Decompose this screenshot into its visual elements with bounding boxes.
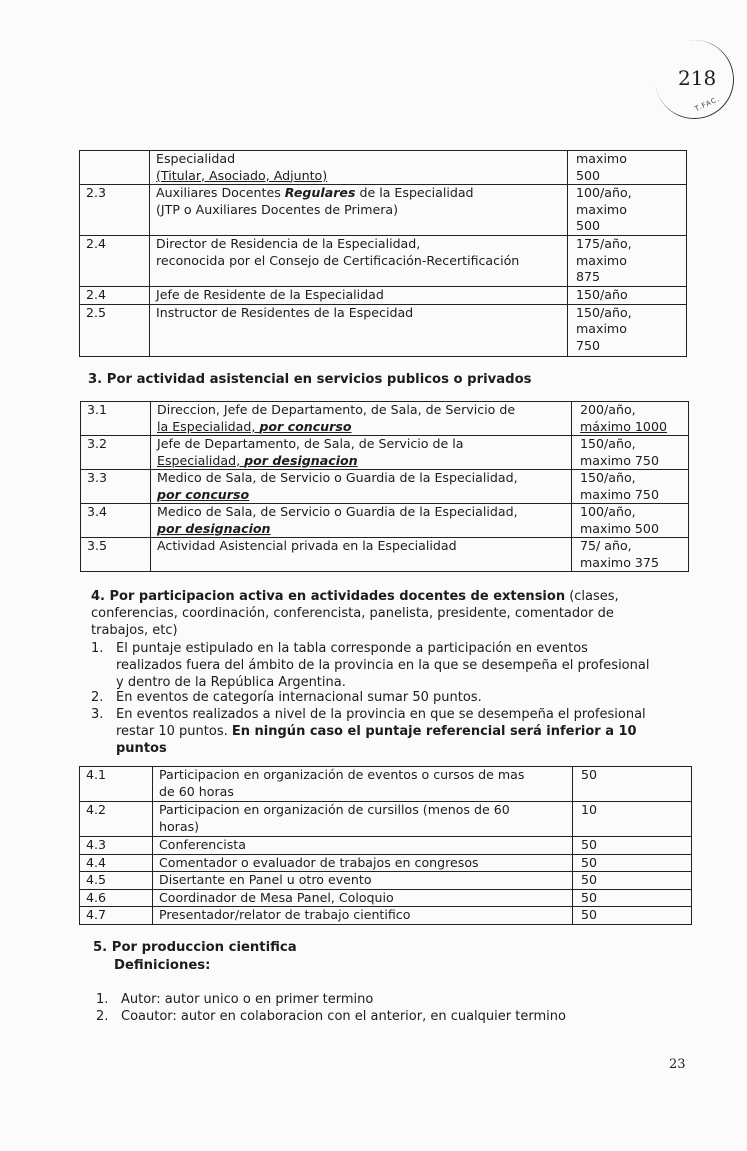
table-section-4: [79, 766, 692, 925]
table-row: [81, 504, 689, 538]
row-number: 2.5: [80, 304, 150, 356]
row-points: 10: [573, 802, 692, 837]
table-row: [80, 907, 692, 925]
row-points: 175/año, maximo 875: [568, 236, 687, 287]
table-row: [80, 236, 687, 287]
row-number: 4.4: [80, 854, 153, 872]
row-description: Medico de Sala, de Servicio o Guardia de la Especialidad, por concurso: [151, 470, 572, 504]
table-row: [80, 854, 692, 872]
row-description: Conferencista: [153, 837, 573, 855]
row-points: 150/año, maximo 750: [568, 304, 687, 356]
row-number: 3.5: [81, 538, 151, 572]
row-number: 3.3: [81, 470, 151, 504]
row-number: 2.4: [80, 236, 150, 287]
row-number: 3.1: [81, 402, 151, 436]
table-row: [80, 889, 692, 907]
row-number: 3.2: [81, 436, 151, 470]
table-row: [81, 470, 689, 504]
row-description: Instructor de Residentes de la Especidad: [150, 304, 568, 356]
list-item: 2. Coautor: autor en colaboracion con el anterior, en cualquier termino: [96, 1009, 566, 1024]
row-description: Direccion, Jefe de Departamento, de Sala, de Servicio de la Especialidad, por concurso: [151, 402, 572, 436]
table-row: [80, 837, 692, 855]
row-description: Coordinador de Mesa Panel, Coloquio: [153, 889, 573, 907]
table-row: [80, 185, 687, 236]
row-description: Auxiliares Docentes Regulares de la Especialidad (JTP o Auxiliares Docentes de Primera): [150, 185, 568, 236]
page-number: 23: [669, 1057, 686, 1072]
table-row: [80, 304, 687, 356]
table-row: [80, 151, 687, 185]
row-points: 50: [573, 837, 692, 855]
row-points: 150/año, maximo 750: [572, 436, 689, 470]
row-number: 3.4: [81, 504, 151, 538]
row-number: 4.3: [80, 837, 153, 855]
row-points: 50: [573, 854, 692, 872]
row-description: Especialidad (Titular, Asociado, Adjunto): [150, 151, 568, 185]
row-points: 100/año, maximo 500: [572, 504, 689, 538]
row-points: 150/año, maximo 750: [572, 470, 689, 504]
row-number: [80, 151, 150, 185]
row-description: Participacion en organización de eventos o cursos de mas de 60 horas: [153, 767, 573, 802]
table-section-2: [79, 150, 687, 357]
row-number: 4.1: [80, 767, 153, 802]
section-4-heading: 4. Por participacion activa en actividades docentes de extension (clases, conferencias, coordinación, conferencista, panelista, presidente, comentador de trabajos, etc): [91, 589, 619, 638]
row-number: 4.5: [80, 872, 153, 890]
row-description: Actividad Asistencial privada en la Especialidad: [151, 538, 572, 572]
list-item: 2. En eventos de categoría internacional sumar 50 puntos.: [91, 690, 482, 705]
row-description: Medico de Sala, de Servicio o Guardia de la Especialidad, por designacion: [151, 504, 572, 538]
table-row: [80, 767, 692, 802]
stamp-label: T.FAC.: [693, 94, 722, 114]
row-points: 75/ año, maximo 375: [572, 538, 689, 572]
row-description: Presentador/relator de trabajo cientifico: [153, 907, 573, 925]
table-row: [80, 872, 692, 890]
table-section-3: [80, 401, 689, 572]
stamp-number: 218: [678, 66, 717, 90]
row-description: Jefe de Departamento, de Sala, de Servicio de la Especialidad, por designacion: [151, 436, 572, 470]
table-row: [80, 287, 687, 305]
table-row: [81, 538, 689, 572]
row-description: Comentador o evaluador de trabajos en congresos: [153, 854, 573, 872]
row-points: 100/año, maximo 500: [568, 185, 687, 236]
row-number: 2.3: [80, 185, 150, 236]
table-row: [80, 802, 692, 837]
table-row: [81, 436, 689, 470]
row-description: Jefe de Residente de la Especialidad: [150, 287, 568, 305]
row-description: Participacion en organización de cursillos (menos de 60 horas): [153, 802, 573, 837]
list-item: 1. Autor: autor unico o en primer termino: [96, 992, 374, 1007]
row-points: 50: [573, 889, 692, 907]
table-row: [81, 402, 689, 436]
row-points: 200/año, máximo 1000: [572, 402, 689, 436]
row-description: Director de Residencia de la Especialidad, reconocida por el Consejo de Certificación-Recertificación: [150, 236, 568, 287]
row-description: Disertante en Panel u otro evento: [153, 872, 573, 890]
row-number: 4.6: [80, 889, 153, 907]
section-5-subheading: Definiciones:: [114, 958, 211, 973]
list-item: 3. En eventos realizados a nivel de la provincia en que se desempeña el profesional restar 10 puntos. En ningún caso el puntaje referencial será inferior a 10 puntos: [91, 707, 646, 756]
row-number: 4.2: [80, 802, 153, 837]
row-number: 4.7: [80, 907, 153, 925]
row-number: 2.4: [80, 287, 150, 305]
section-5-heading: 5. Por produccion cientifica: [93, 940, 297, 955]
row-points: maximo 500: [568, 151, 687, 185]
row-points: 50: [573, 907, 692, 925]
row-points: 50: [573, 767, 692, 802]
row-points: 150/año: [568, 287, 687, 305]
row-points: 50: [573, 872, 692, 890]
list-item: 1. El puntaje estipulado en la tabla corresponde a participación en eventos realizados fuera del ámbito de la provincia en la que se desempeña el profesional y dentro de la República Argentina.: [91, 641, 650, 690]
section-3-heading: 3. Por actividad asistencial en servicios publicos o privados: [88, 372, 532, 387]
